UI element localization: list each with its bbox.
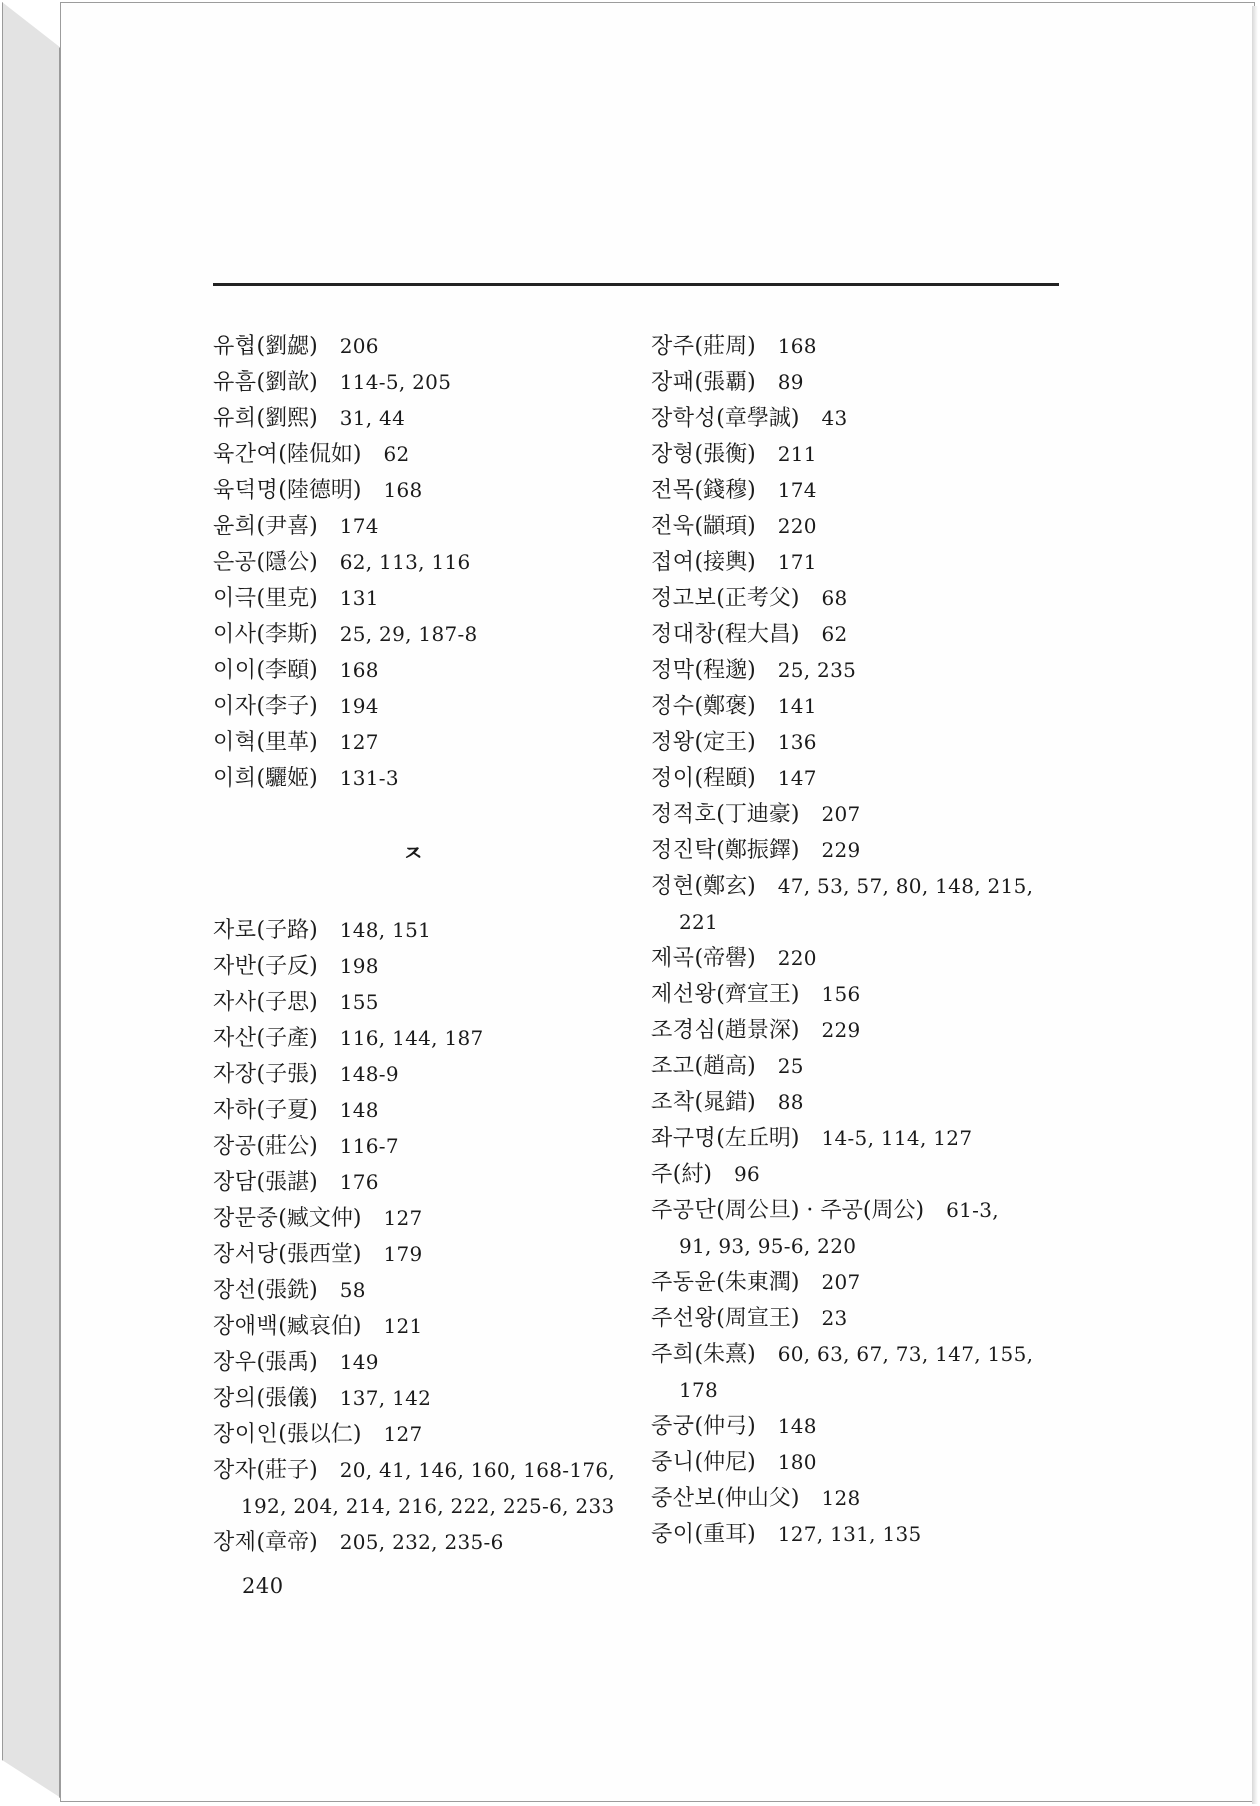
entry-name: 정진탁 (651, 838, 717, 863)
entry-hanja: (子張) (256, 1062, 318, 1087)
entry-pages: 62, 113, 116 (339, 550, 471, 574)
entry-name: 정수 (651, 694, 695, 719)
index-entry (213, 912, 653, 948)
index-entry (651, 544, 1071, 580)
entry-pages: 114-5, 205 (339, 370, 452, 394)
entry-pages: 148 (777, 1414, 817, 1438)
entry-hanja: (錢穆) (694, 478, 756, 503)
entry-hanja: (齊宣王) (716, 982, 800, 1007)
entry-name: 유흠 (213, 370, 257, 395)
entry-hanja: (程頤) (694, 766, 756, 791)
entry-hanja: (陸侃如) (278, 442, 362, 467)
entry-pages: 229 (821, 1018, 861, 1042)
index-entry (213, 436, 653, 472)
entry-group-right-a (651, 328, 1071, 904)
entry-name: 주 (651, 1162, 673, 1187)
index-entry (213, 1452, 653, 1488)
entry-name: 육간여 (213, 442, 279, 467)
index-entry (651, 1192, 1071, 1228)
entry-pages: 220 (777, 946, 817, 970)
entry-pages: 141 (777, 694, 817, 718)
entry-pages: 131-3 (339, 766, 399, 790)
entry-name: 장제 (213, 1530, 257, 1555)
entry-hanja: (子路) (256, 918, 318, 943)
entry-pages: 23 (821, 1306, 848, 1330)
entry-pages: 25 (777, 1054, 804, 1078)
entry-hanja: (章學誠) (716, 406, 800, 431)
entry-name: 윤희 (213, 514, 257, 539)
entry-hanja: (晁錯) (694, 1090, 756, 1115)
entry-name: 유협 (213, 334, 257, 359)
entry-group-right-b (651, 940, 1071, 1228)
entry-name: 장자 (213, 1458, 257, 1483)
index-entry (651, 508, 1071, 544)
entry-name: 중이 (651, 1522, 695, 1547)
entry-name: 정이 (651, 766, 695, 791)
index-column-right (651, 328, 1071, 1552)
entry-pages: 127 (339, 730, 379, 754)
entry-hanja: (正考父) (716, 586, 800, 611)
entry-hanja: (鄭褒) (694, 694, 756, 719)
entry-pages: 168 (383, 478, 423, 502)
index-entry (213, 1236, 653, 1272)
entry-hanja: (趙景深) (716, 1018, 800, 1043)
index-entry (651, 760, 1071, 796)
entry-pages: 171 (777, 550, 817, 574)
entry-pages: 168 (339, 658, 379, 682)
entry-hanja: (仲山父) (716, 1486, 800, 1511)
entry-pages: 60, 63, 67, 73, 147, 155, (777, 1342, 1034, 1366)
entry-hanja: (陸德明) (278, 478, 362, 503)
index-entry (651, 976, 1071, 1012)
index-entry (651, 328, 1071, 364)
entry-hanja: (子夏) (256, 1098, 318, 1123)
entry-hanja: (周公旦) · 주공(周公) (716, 1198, 925, 1223)
entry-pages: 62 (821, 622, 848, 646)
entry-hanja: (張諶) (256, 1170, 318, 1195)
entry-pages: 89 (777, 370, 804, 394)
entry-name: 정대창 (651, 622, 717, 647)
entry-pages: 25, 235 (777, 658, 857, 682)
index-entry (651, 724, 1071, 760)
entry-pages: 179 (383, 1242, 423, 1266)
entry-pages: 206 (339, 334, 379, 358)
index-entry (651, 1120, 1071, 1156)
entry-pages: 68 (821, 586, 848, 610)
entry-pages: 174 (339, 514, 379, 538)
entry-name: 정왕 (651, 730, 695, 755)
entry-group-left-b (213, 912, 653, 1488)
entry-name: 이희 (213, 766, 257, 791)
index-entry (213, 1128, 653, 1164)
entry-name: 자반 (213, 954, 257, 979)
entry-name: 이자 (213, 694, 257, 719)
entry-name: 접여 (651, 550, 695, 575)
entry-pages: 149 (339, 1350, 379, 1374)
index-entry (651, 652, 1071, 688)
index-entry (651, 1444, 1071, 1480)
entry-hanja: (里克) (256, 586, 318, 611)
index-entry (651, 364, 1071, 400)
entry-pages: 211 (777, 442, 817, 466)
entry-name: 장애백 (213, 1314, 279, 1339)
index-entry (213, 1200, 653, 1236)
index-entry (213, 1164, 653, 1200)
entry-pages: 137, 142 (339, 1386, 432, 1410)
entry-continuation: 192, 204, 214, 216, 222, 225-6, 233 (241, 1494, 615, 1518)
entry-pages: 88 (777, 1090, 804, 1114)
entry-hanja: (臧文仲) (278, 1206, 362, 1231)
entry-name: 장선 (213, 1278, 257, 1303)
index-entry (651, 796, 1071, 832)
entry-name: 은공 (213, 550, 257, 575)
entry-hanja: (仲尼) (694, 1450, 756, 1475)
entry-name: 제곡 (651, 946, 695, 971)
page-number: 240 (242, 1574, 284, 1598)
entry-name: 주희 (651, 1342, 695, 1367)
entry-name: 자산 (213, 1026, 257, 1051)
page-edge-shadow (1252, 6, 1258, 1804)
index-entry (651, 688, 1071, 724)
index-entry (213, 984, 653, 1020)
entry-hanja: (子思) (256, 990, 318, 1015)
entry-hanja: (鄭振鐸) (716, 838, 800, 863)
entry-name: 장패 (651, 370, 695, 395)
entry-name: 정현 (651, 874, 695, 899)
index-column-left (213, 328, 653, 1560)
entry-hanja: (子反) (256, 954, 318, 979)
index-entry (213, 724, 653, 760)
index-entry (213, 948, 653, 984)
entry-continuation: 221 (679, 910, 719, 934)
entry-name: 이혁 (213, 730, 257, 755)
entry-name: 장담 (213, 1170, 257, 1195)
entry-name: 조경심 (651, 1018, 717, 1043)
entry-pages: 176 (339, 1170, 379, 1194)
index-entry (651, 1012, 1071, 1048)
entry-pages: 180 (777, 1450, 817, 1474)
book-spine-edge (2, 2, 60, 1802)
entry-pages: 116, 144, 187 (339, 1026, 484, 1050)
entry-hanja: (程邈) (694, 658, 756, 683)
entry-hanja: (張覇) (694, 370, 756, 395)
index-entry (651, 1048, 1071, 1084)
entry-pages: 205, 232, 235-6 (339, 1530, 504, 1554)
index-entry (651, 1336, 1071, 1372)
entry-hanja: (顓頊) (694, 514, 756, 539)
entry-name: 자로 (213, 918, 257, 943)
entry-name: 정고보 (651, 586, 717, 611)
entry-hanja: (朱東潤) (716, 1270, 800, 1295)
entry-hanja: (趙高) (694, 1054, 756, 1079)
entry-hanja: (重耳) (694, 1522, 756, 1547)
index-entry (651, 1084, 1071, 1120)
index-entry (651, 1480, 1071, 1516)
entry-hanja: (章帝) (256, 1530, 318, 1555)
entry-pages: 58 (339, 1278, 366, 1302)
entry-name: 제선왕 (651, 982, 717, 1007)
index-entry (651, 580, 1071, 616)
index-entry (651, 436, 1071, 472)
entry-hanja: (張銑) (256, 1278, 318, 1303)
entry-pages: 128 (821, 1486, 861, 1510)
entry-hanja: (李斯) (256, 622, 318, 647)
entry-pages: 14-5, 114, 127 (821, 1126, 973, 1150)
entry-hanja: (劉勰) (256, 334, 318, 359)
entry-name: 자하 (213, 1098, 257, 1123)
entry-hanja: (里革) (256, 730, 318, 755)
entry-pages: 31, 44 (339, 406, 406, 430)
entry-name: 이극 (213, 586, 257, 611)
index-entry (213, 1344, 653, 1380)
entry-pages: 148, 151 (339, 918, 432, 942)
entry-name: 자사 (213, 990, 257, 1015)
entry-name: 장서당 (213, 1242, 279, 1267)
entry-hanja: (張西堂) (278, 1242, 362, 1267)
entry-name: 정막 (651, 658, 695, 683)
index-entry (213, 328, 653, 364)
entry-hanja: (莊公) (256, 1134, 318, 1159)
entry-pages: 127 (383, 1206, 423, 1230)
entry-name: 자장 (213, 1062, 257, 1087)
entry-name: 장우 (213, 1350, 257, 1375)
entry-pages: 116-7 (339, 1134, 399, 1158)
entry-pages: 220 (777, 514, 817, 538)
entry-name: 장이인 (213, 1422, 279, 1447)
entry-pages: 62 (383, 442, 410, 466)
index-entry (213, 1380, 653, 1416)
entry-hanja: (臧哀伯) (278, 1314, 362, 1339)
entry-hanja: (莊周) (694, 334, 756, 359)
index-entry (213, 1020, 653, 1056)
index-entry (213, 760, 653, 796)
entry-name: 장의 (213, 1386, 257, 1411)
entry-pages: 207 (821, 802, 861, 826)
entry-hanja: (鄭玄) (694, 874, 756, 899)
entry-name: 장문중 (213, 1206, 279, 1231)
section-heading: ㅈ (402, 841, 424, 867)
entry-pages: 168 (777, 334, 817, 358)
index-entry (213, 616, 653, 652)
entry-pages: 25, 29, 187-8 (339, 622, 478, 646)
entry-pages: 229 (821, 838, 861, 862)
entry-hanja: (丁迪豪) (716, 802, 800, 827)
index-entry (213, 472, 653, 508)
entry-hanja: (張衡) (694, 442, 756, 467)
index-entry (213, 688, 653, 724)
entry-pages: 198 (339, 954, 379, 978)
entry-pages: 148-9 (339, 1062, 399, 1086)
entry-pages: 121 (383, 1314, 423, 1338)
entry-name: 조고 (651, 1054, 695, 1079)
entry-name: 전목 (651, 478, 695, 503)
entry-pages: 131 (339, 586, 379, 610)
entry-hanja: (接輿) (694, 550, 756, 575)
entry-name: 중산보 (651, 1486, 717, 1511)
entry-pages: 47, 53, 57, 80, 148, 215, (777, 874, 1034, 898)
entry-name: 장학성 (651, 406, 717, 431)
entry-hanja: (朱熹) (694, 1342, 756, 1367)
entry-group-right-d (651, 1408, 1071, 1552)
entry-continuation: 178 (679, 1378, 719, 1402)
entry-name: 유희 (213, 406, 257, 431)
entry-group-right-c (651, 1264, 1071, 1372)
index-entry (213, 544, 653, 580)
index-entry (213, 1272, 653, 1308)
entry-hanja: (子產) (256, 1026, 318, 1051)
entry-name: 주공단 (651, 1198, 717, 1223)
entry-name: 좌구명 (651, 1126, 717, 1151)
index-entry (213, 508, 653, 544)
entry-name: 전욱 (651, 514, 695, 539)
entry-hanja: (定王) (694, 730, 756, 755)
entry-group-left-a (213, 328, 653, 796)
entry-hanja: (帝嚳) (694, 946, 756, 971)
index-entry (213, 1308, 653, 1344)
entry-name: 중니 (651, 1450, 695, 1475)
entry-name: 조착 (651, 1090, 695, 1115)
index-entry (213, 1416, 653, 1452)
index-entry (213, 580, 653, 616)
entry-name: 육덕명 (213, 478, 279, 503)
entry-hanja: (張禹) (256, 1350, 318, 1375)
entry-hanja: (劉熙) (256, 406, 318, 431)
index-entry (651, 1156, 1071, 1192)
index-entry (651, 832, 1071, 868)
entry-pages: 61-3, (946, 1198, 999, 1222)
entry-name: 정적호 (651, 802, 717, 827)
entry-hanja: (隱公) (256, 550, 318, 575)
entry-name: 장공 (213, 1134, 257, 1159)
header-rule (213, 283, 1059, 286)
entry-hanja: (劉歆) (256, 370, 318, 395)
entry-hanja: (李頤) (256, 658, 318, 683)
entry-hanja: (莊子) (256, 1458, 318, 1483)
index-entry (651, 1264, 1071, 1300)
entry-pages: 207 (821, 1270, 861, 1294)
entry-pages: 155 (339, 990, 379, 1014)
index-entry (651, 472, 1071, 508)
entry-pages: 194 (339, 694, 379, 718)
entry-name: 이사 (213, 622, 257, 647)
entry-continuation: 91, 93, 95-6, 220 (679, 1234, 857, 1258)
index-entry (213, 1092, 653, 1128)
entry-pages: 127, 131, 135 (777, 1522, 922, 1546)
entry-pages: 96 (733, 1162, 760, 1186)
entry-name: 이이 (213, 658, 257, 683)
entry-pages: 20, 41, 146, 160, 168-176, (339, 1458, 616, 1482)
index-entry (213, 1056, 653, 1092)
entry-name: 장형 (651, 442, 695, 467)
entry-name: 장주 (651, 334, 695, 359)
entry-pages: 43 (821, 406, 848, 430)
entry-pages: 147 (777, 766, 817, 790)
entry-hanja: (張以仁) (278, 1422, 362, 1447)
index-entry (213, 1524, 653, 1560)
index-entry (651, 400, 1071, 436)
entry-hanja: (周宣王) (716, 1306, 800, 1331)
entry-pages: 148 (339, 1098, 379, 1122)
index-entry (213, 652, 653, 688)
index-entry (213, 364, 653, 400)
index-entry (651, 1408, 1071, 1444)
entry-name: 주선왕 (651, 1306, 717, 1331)
entry-pages: 174 (777, 478, 817, 502)
entry-hanja: (紂) (672, 1162, 712, 1187)
index-entry (651, 868, 1071, 904)
entry-hanja: (程大昌) (716, 622, 800, 647)
entry-pages: 136 (777, 730, 817, 754)
entry-name: 주동윤 (651, 1270, 717, 1295)
index-entry (651, 940, 1071, 976)
entry-pages: 156 (821, 982, 861, 1006)
entry-name: 중궁 (651, 1414, 695, 1439)
entry-hanja: (左丘明) (716, 1126, 800, 1151)
index-entry (213, 400, 653, 436)
index-entry (651, 1300, 1071, 1336)
entry-hanja: (尹喜) (256, 514, 318, 539)
index-entry (651, 1516, 1071, 1552)
entry-pages: 127 (383, 1422, 423, 1446)
entry-hanja: (張儀) (256, 1386, 318, 1411)
entry-hanja: (李子) (256, 694, 318, 719)
index-entry (651, 616, 1071, 652)
entry-hanja: (驪姬) (256, 766, 318, 791)
entry-hanja: (仲弓) (694, 1414, 756, 1439)
